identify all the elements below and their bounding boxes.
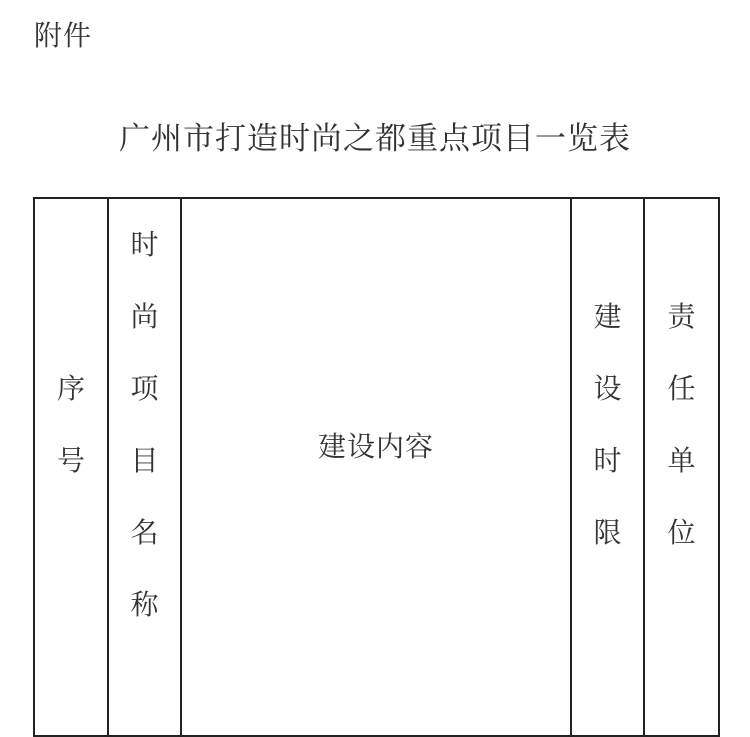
header-char: 责	[667, 300, 696, 333]
project-table	[33, 197, 720, 737]
header-char: 单	[667, 444, 696, 477]
header-char: 任	[667, 372, 696, 405]
header-index	[34, 198, 108, 736]
header-char: 尚	[130, 300, 159, 333]
table-header-row	[34, 198, 719, 736]
header-char: 时	[593, 444, 622, 477]
header-char: 目	[130, 444, 159, 477]
header-project-name	[108, 198, 181, 736]
document-title: 广州市打造时尚之都重点项目一览表	[119, 121, 631, 157]
header-char: 建	[593, 300, 622, 333]
header-char: 序	[56, 372, 85, 405]
header-char: 项	[130, 372, 159, 405]
header-content	[181, 198, 571, 736]
header-char: 限	[593, 516, 622, 549]
header-char: 设	[593, 372, 622, 405]
header-char: 称	[130, 588, 159, 621]
attachment-label: 附件	[34, 19, 93, 52]
header-content-label: 建设内容	[317, 430, 434, 463]
header-char: 名	[130, 516, 159, 549]
header-char: 号	[56, 444, 85, 477]
header-unit	[644, 198, 719, 736]
header-period	[571, 198, 644, 736]
header-char: 位	[667, 516, 696, 549]
header-char: 时	[130, 228, 159, 261]
